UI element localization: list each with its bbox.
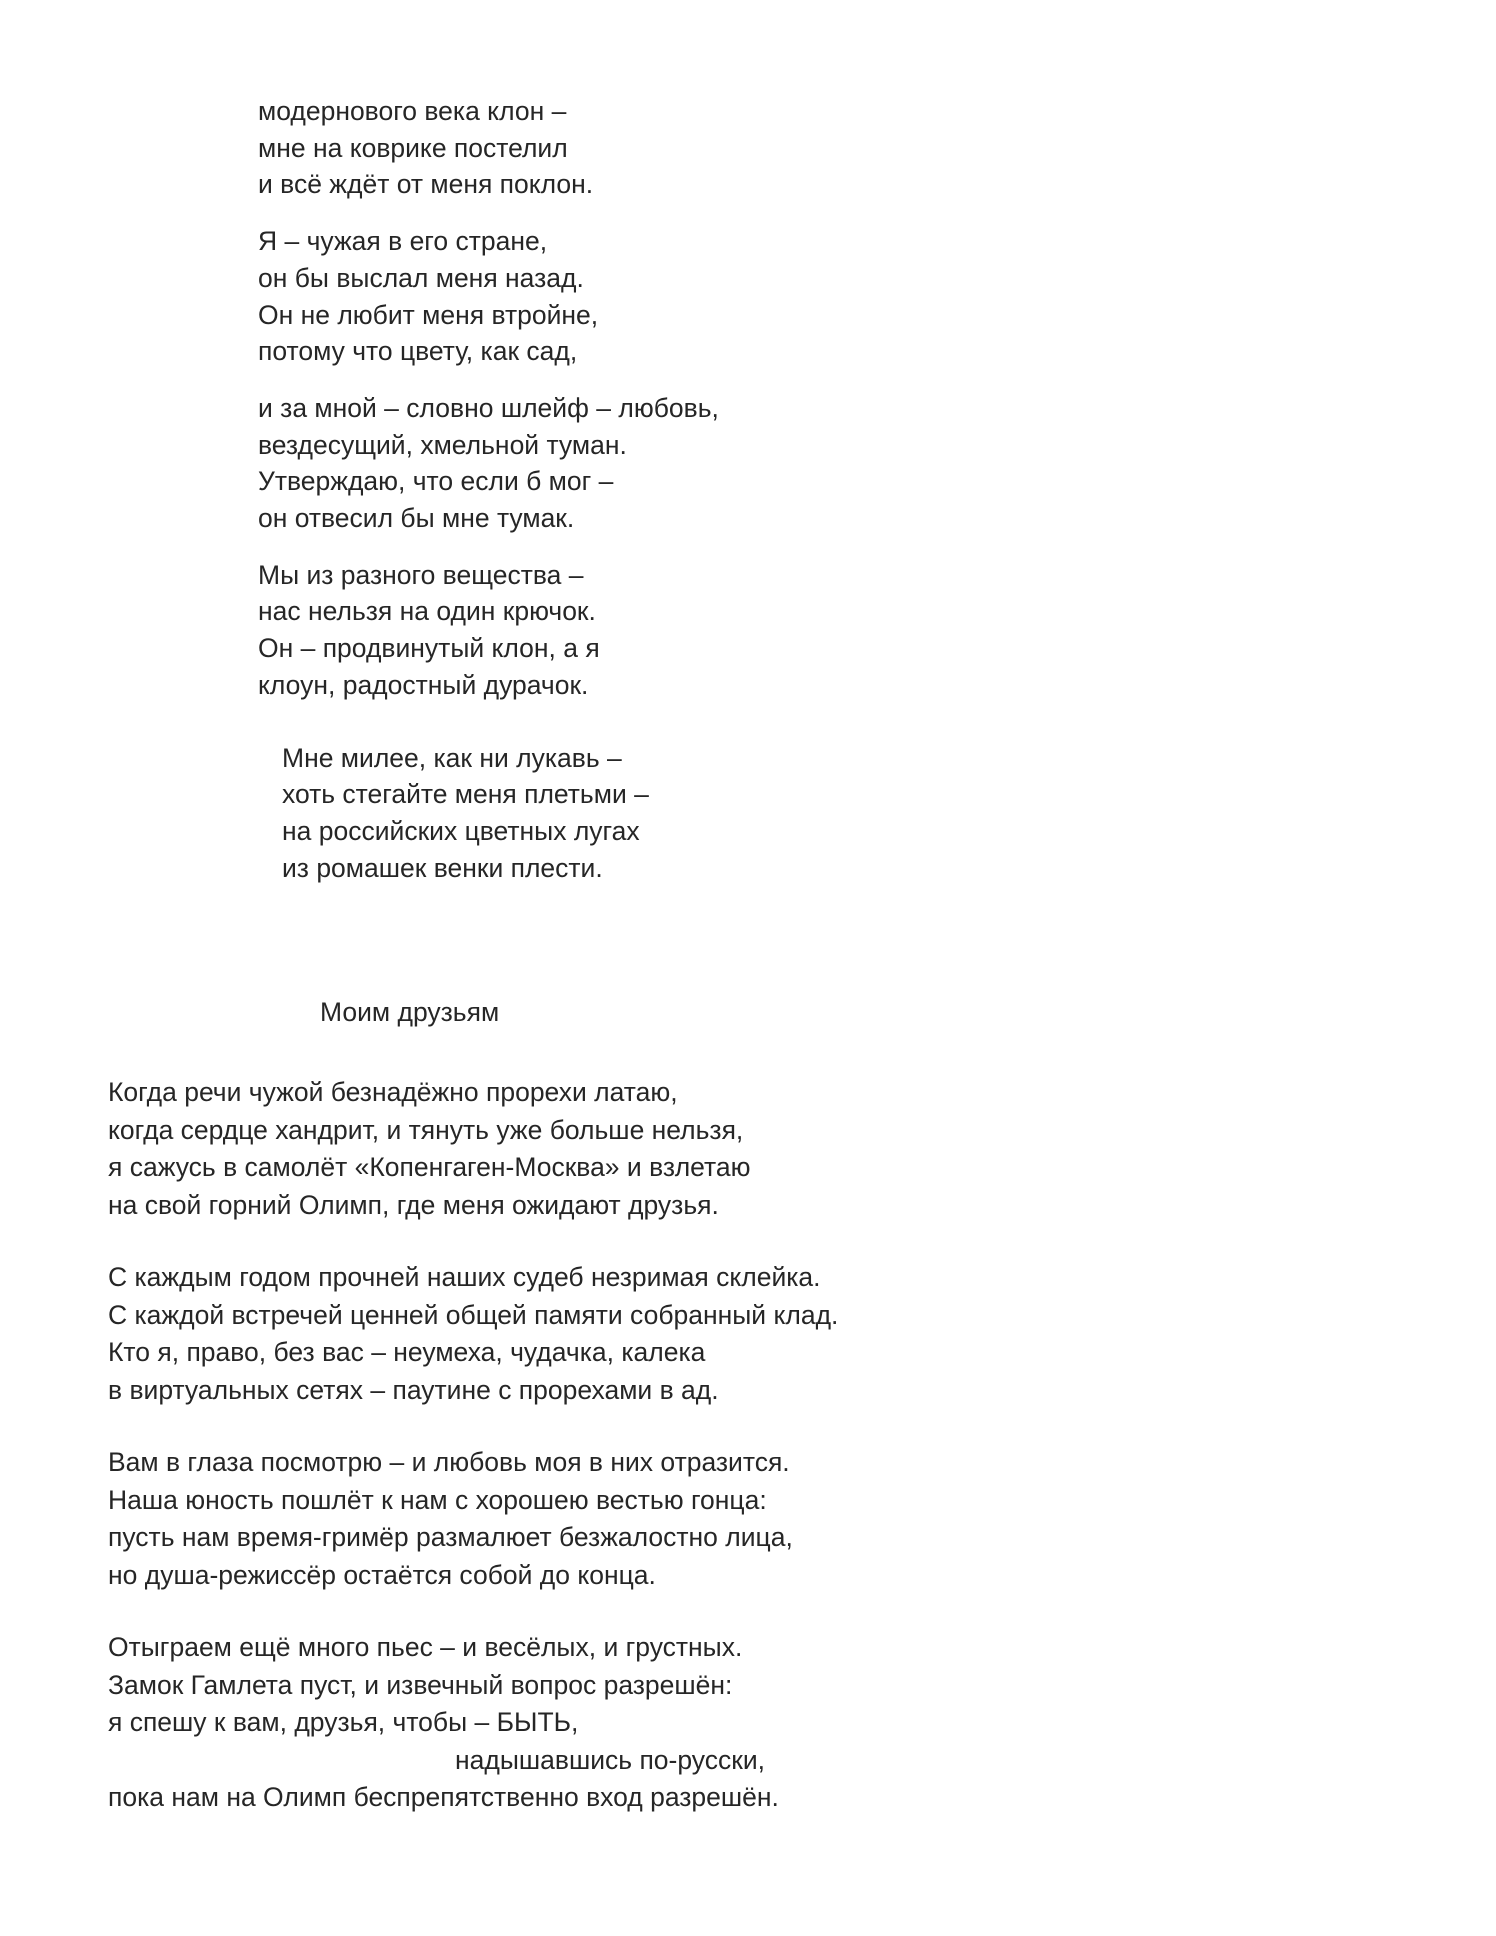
stanza <box>108 1444 838 1594</box>
poem-line: из ромашек венки плести. <box>282 852 603 883</box>
stanza <box>108 1629 838 1817</box>
poem-line: на российских цветных лугах <box>282 815 640 846</box>
poem-line: он отвесил бы мне тумак. <box>258 503 575 534</box>
poem-to-my-friends <box>108 1074 838 1817</box>
stanza <box>258 390 719 537</box>
stanza <box>258 93 719 203</box>
poem-line: надышавшись по-русски, <box>455 1744 766 1775</box>
poem-line: Он – продвинутый клон, а я <box>258 633 600 664</box>
stanza <box>258 740 719 887</box>
poem-line: модернового века клон – <box>258 96 567 126</box>
poem-line: Утверждаю, что если б мог – <box>258 466 614 497</box>
poem-line: нас нельзя на один крючок. <box>258 596 596 627</box>
poem-line: и всё ждёт от меня поклон. <box>258 169 594 200</box>
poem-line: Отыграем ещё много пьес – и весёлых, и грустных. <box>108 1632 743 1662</box>
poem-line: потому что цвету, как сад, <box>258 336 578 367</box>
poem-line: Мы из разного вещества – <box>258 559 584 590</box>
stanza <box>258 223 719 370</box>
poem-line: Замок Гамлета пуст, и извечный вопрос разрешён: <box>108 1669 733 1700</box>
stanza <box>108 1259 838 1409</box>
stanza <box>258 557 719 704</box>
poem-line: но душа-режиссёр остаётся собой до конца. <box>108 1559 656 1590</box>
poem-line: вездесущий, хмельной туман. <box>258 429 627 460</box>
poem-line: Я – чужая в его стране, <box>258 226 548 257</box>
poem-line: Кто я, право, без вас – неумеха, чудачка, калека <box>108 1337 706 1367</box>
poem-line: я сажусь в самолёт «Копенгаген-Москва» и взлетаю <box>108 1152 751 1182</box>
poem-line: в виртуальных сетях – паутине с прорехами в ад. <box>108 1374 719 1405</box>
poem-line: на свой горний Олимп, где меня ожидают друзья. <box>108 1189 719 1220</box>
poem-line: пока нам на Олимп беспрепятственно вход разрешён. <box>108 1782 779 1812</box>
poem-line: клоун, радостный дурачок. <box>258 669 589 700</box>
poem-line: я спешу к вам, друзья, чтобы – БЫТЬ, <box>108 1707 579 1737</box>
poem-line: С каждой встречей ценней общей памяти собранный клад. <box>108 1299 839 1330</box>
poem-line: и за мной – словно шлейф – любовь, <box>258 392 719 423</box>
poem-line: он бы выслал меня назад. <box>258 262 584 293</box>
poem-line: мне на коврике постелил <box>258 132 568 163</box>
poem-line: Наша юность пошлёт к нам с хорошею вестью гонца: <box>108 1484 767 1515</box>
poem-line: Вам в глаза посмотрю – и любовь моя в них отразится. <box>108 1447 790 1477</box>
poem-line: пусть нам время-гримёр размалюет безжалостно лица, <box>108 1522 793 1552</box>
poem-line: хоть стегайте меня плетьми – <box>282 779 649 810</box>
poem-untitled-continuation <box>258 93 719 886</box>
poem-line: когда сердце хандрит, и тянуть уже больше нельзя, <box>108 1114 744 1145</box>
poem-line: Мне милее, как ни лукавь – <box>282 742 622 773</box>
poem-line: Он не любит меня втройне, <box>258 299 599 330</box>
poem-line: С каждым годом прочней наших судеб незримая склейка. <box>108 1262 821 1292</box>
poem-title: Моим друзьям <box>320 997 500 1027</box>
poem-line: Когда речи чужой безнадёжно прорехи латаю, <box>108 1077 678 1107</box>
stanza <box>108 1074 838 1224</box>
